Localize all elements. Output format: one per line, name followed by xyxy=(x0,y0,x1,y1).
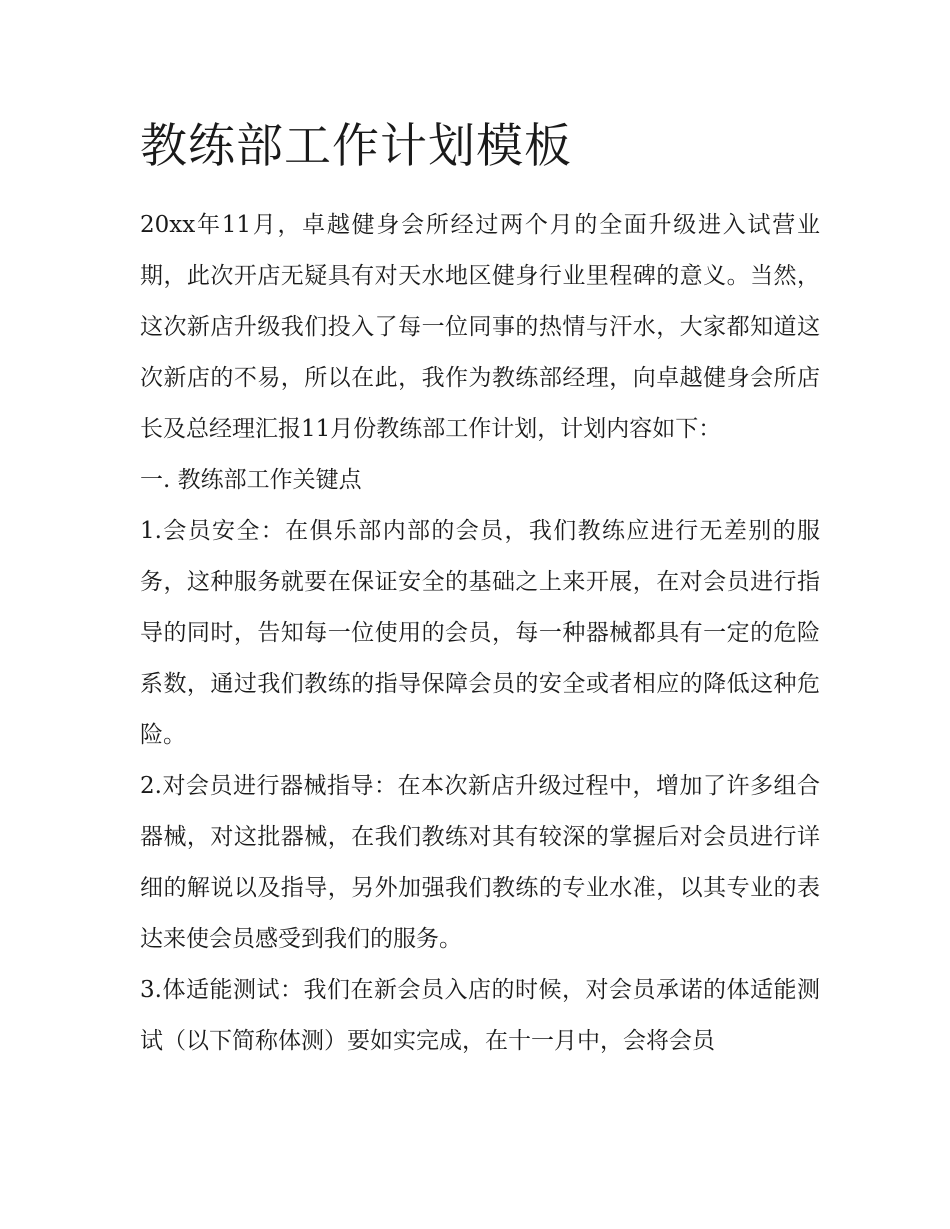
section-heading-key-points: 一. 教练部工作关键点 xyxy=(140,467,362,493)
paragraph-fitness-testing: 3.体适能测试：我们在新会员入店的时候，对会员承诺的体适能测试（以下简称体测）要如实完成，在十一月中，会将会员 xyxy=(140,977,820,1054)
paragraph-equipment-guidance: 2.对会员进行器械指导：在本次新店升级过程中，增加了许多组合器械，对这批器械，在我们教练对其有较深的掌握后对会员进行详细的解说以及指导，另外加强我们教练的专业水准，以其专业的表达来使会员感受到我们的服务。 xyxy=(140,773,820,952)
intro-paragraph: 20xx年11月，卓越健身会所经过两个月的全面升级进入试营业期，此次开店无疑具有对天水地区健身行业里程碑的意义。当然，这次新店升级我们投入了每一位同事的热情与汗水，大家都知道这次新店的不易，所以在此，我作为教练部经理，向卓越健身会所店长及总经理汇报11月份教练部工作计划，计划内容如下： xyxy=(140,212,820,442)
document-page xyxy=(140,112,820,1067)
paragraph-member-safety: 1.会员安全：在俱乐部内部的会员，我们教练应进行无差别的服务，这种服务就要在保证安全的基础之上来开展，在对会员进行指导的同时，告知每一位使用的会员，每一种器械都具有一定的危险系数，通过我们教练的指导保障会员的安全或者相应的降低这种危险。 xyxy=(140,518,820,748)
document-title: 教练部工作计划模板 xyxy=(140,119,572,174)
